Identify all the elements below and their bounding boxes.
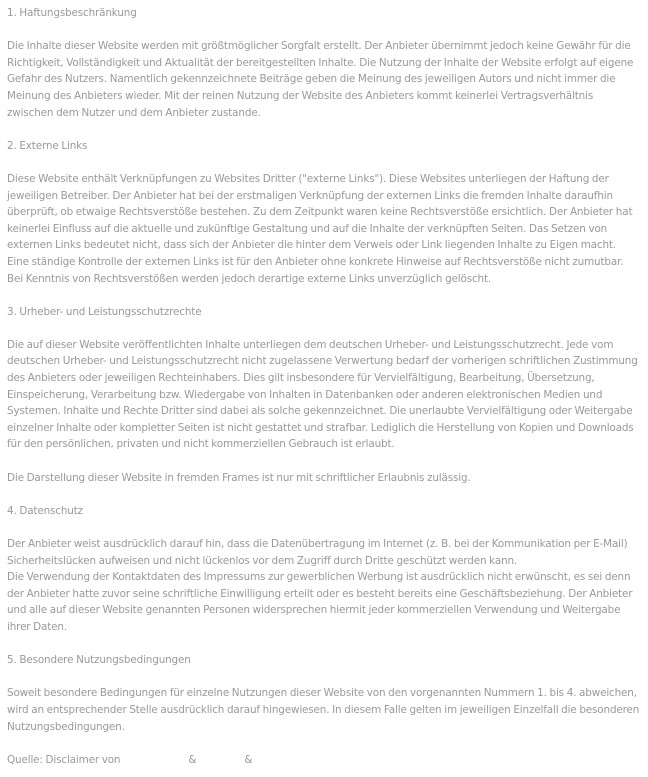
section-body-liability: Die Inhalte dieser Website werden mit größtmöglicher Sorgfalt erstellt. Der Anbieter übernimmt jedoch keine Gewähr für die Richtigkeit, Vollständigkeit und Aktualität der bereitgestellten Inhalte. Die Nutzung der Inhalte der Website erfolgt auf eigene Gefahr des Nutzers. Namentlich gekennzeichnete Beiträge geben die Meinung des jeweiligen Autors und nicht immer die Meinung des Anbieters wieder. Mit der reinen Nutzung der Website des Anbieters kommt keinerlei Vertragsverhältnis zwischen dem Nutzer und dem Anbieter zustande. [7, 40, 634, 119]
source-ampersand-1: & [188, 753, 197, 766]
section-body-copyright: Die auf dieser Website veröffentlichten Inhalte unterliegen dem deutschen Urheber- und Leistungsschutzrecht. Jede vom deutschen Urheber- und Leistungsschutzrecht nicht zugelassene Verwertung bedarf der vorherigen schriftlichen Zustimmung des Anbieters oder jeweiligen Rechteinhabers. Dies gilt insbesondere für Vervielfältigung, Bearbeitung, Übersetzung, Einspeicherung, Verarbeitung bzw. Wiedergabe von Inhalten in Datenbanken oder anderen elektronischen Medien und Systemen. Inhalte und Rechte Dritter sind dabei als solche gekennzeichnet. Die unerlaubte Vervielfältigung oder Weitergabe einzelner Inhalte oder kompletter Seiten ist nicht gestattet und strafbar. Lediglich die Herstellung von Kopien und Downloads für den persönlichen, privaten und nicht kommerziellen Gebrauch ist erlaubt. [7, 338, 638, 451]
source-ampersand-2: & [244, 753, 253, 766]
section-heading-copyright: 3. Urheber- und Leistungsschutzrechte [7, 305, 202, 318]
section-heading-privacy: 4. Datenschutz [7, 504, 83, 517]
section-heading-liability: 1. Haftungsbeschränkung [7, 7, 137, 19]
source-line [7, 752, 640, 769]
section-body-external-links: Diese Website enthält Verknüpfungen zu Websites Dritter ("externe Links"). Diese Websites unterliegen der Haftung der jeweiligen Betreiber. Der Anbieter hat bei der erstmaligen Verknüpfung der externen Links die fremden Inhalte daraufhin überprüft, ob etwaige Rechtsverstöße bestehen. Zu dem Zeitpunkt waren keine Rechtsverstöße ersichtlich. Der Anbieter hat keinerlei Einfluss auf die aktuelle und zukünftige Gestaltung und auf die Inhalte der verknüpften Seiten. Das Setzen von externen Links bedeutet nicht, dass sich der Anbieter die hinter dem Verweis oder Link liegenden Inhalte zu Eigen macht. Eine ständige Kontrolle der externen Links ist für den Anbieter ohne konkrete Hinweise auf Rechtsverstöße nicht zumutbar. Bei Kenntnis von Rechtsverstößen werden jedoch derartige externe Links unverzüglich gelöscht. [7, 172, 633, 285]
section-body-privacy-transfer: Der Anbieter weist ausdrücklich darauf hin, dass die Datenübertragung im Internet (z. B. bei der Kommunikation per E-Mail) Sicherheitslücken aufweisen und nicht lückenlos vor dem Zugriff durch Dritte geschützt werden kann. [7, 538, 628, 567]
section-heading-special-terms: 5. Besondere Nutzungsbedingungen [7, 654, 191, 667]
section-body-frames: Die Darstellung dieser Website in fremden Frames ist nur mit schriftlicher Erlaubnis zulässig. [7, 471, 471, 484]
section-body-privacy-advertising: Die Verwendung der Kontaktdaten des Impressums zur gewerblichen Werbung ist ausdrücklich nicht erwünscht, es sei denn der Anbieter hatte zuvor seine schriftliche Einwilligung erteilt oder es besteht bereits eine Geschäftsbeziehung. Der Anbieter und alle auf dieser Website genannten Personen widersprechen hiermit jeder kommerziellen Verwendung und Weitergabe ihrer Daten. [7, 571, 633, 633]
section-heading-external-links: 2. Externe Links [7, 139, 88, 152]
section-body-special-terms: Soweit besondere Bedingungen für einzelne Nutzungen dieser Website von den vorgenannten Nummern 1. bis 4. abweichen, wird an entsprechender Stelle ausdrücklich darauf hingewiesen. In diesem Falle gelten im jeweiligen Einzelfall die besonderen Nutzungsbedingungen. [7, 687, 640, 733]
source-label: Quelle: Disclaimer von [7, 753, 121, 766]
